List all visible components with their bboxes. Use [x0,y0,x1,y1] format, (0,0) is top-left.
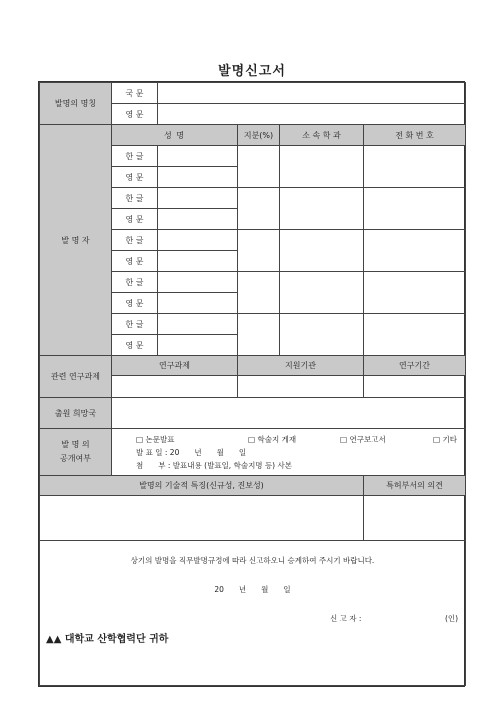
dept-header: 소 속 학 과 [280,125,364,146]
dept-opinion-header: 특허부서의 의견 [364,476,466,496]
inventor-english-field[interactable] [158,251,238,272]
hangul-label: 한 글 [112,272,158,293]
inventor-hangul-field[interactable] [158,188,238,209]
inventor-share-field[interactable] [238,188,280,230]
project-field[interactable] [112,376,238,398]
english-label: 영 문 [112,293,158,314]
hangul-label: 한 글 [112,188,158,209]
inventor-share-field[interactable] [238,146,280,188]
inventor-dept-field[interactable] [280,188,364,230]
korean-label: 국 문 [112,83,158,104]
inventor-dept-field[interactable] [280,230,364,272]
hangul-label: 한 글 [112,314,158,335]
agency-header: 지원기관 [238,356,364,376]
inventor-phone-field[interactable] [364,230,466,272]
inventor-share-field[interactable] [238,230,280,272]
filing-country-label: 출원 희망국 [40,398,112,429]
project-header: 연구과제 [112,356,238,376]
share-header: 지분(%) [238,125,280,146]
tech-features-header: 발명의 기술적 특징(신규성, 진보성) [40,476,364,496]
english-label: 영 문 [112,167,158,188]
phone-header: 전 화 번 호 [364,125,466,146]
korean-name-field[interactable] [158,83,466,104]
english-label: 영 문 [112,209,158,230]
name-header: 성 명 [112,125,238,146]
filing-country-field[interactable] [112,398,466,429]
other-option[interactable]: □ 기타 [433,434,457,444]
inventor-english-field[interactable] [158,335,238,356]
inventor-hangul-field[interactable] [158,272,238,293]
inventor-dept-field[interactable] [280,146,364,188]
related-project-label: 관련 연구과제 [40,356,112,398]
disclosure-date: 발 표 일 : 20 년 월 일 [136,447,247,457]
inventor-hangul-field[interactable] [158,146,238,167]
hangul-label: 한 글 [112,146,158,167]
agency-field[interactable] [238,376,364,398]
journal-option[interactable]: □ 학술지 게재 [248,434,297,444]
disclosure-attachment: 첨 부 : 발표내용 (발표일, 학술지명 등) 사본 [136,460,292,470]
invention-name-label: 발명의 명칭 [40,83,112,125]
inventor-share-field[interactable] [238,314,280,356]
inventor-phone-field[interactable] [364,314,466,356]
inventor-label: 발 명 자 [40,125,112,356]
inventor-phone-field[interactable] [364,188,466,230]
reporter-label: 신 고 자 : [330,614,362,623]
english-label: 영 문 [112,104,158,125]
dept-opinion-field[interactable] [364,496,466,541]
inventor-dept-field[interactable] [280,314,364,356]
period-header: 연구기간 [364,356,466,376]
declaration-area [40,541,466,686]
paper-option[interactable]: □ 논문발표 [136,434,175,444]
inventor-hangul-field[interactable] [158,314,238,335]
seal-mark: (인) [445,614,459,623]
disclosure-label: 발 명 의 공개여부 [40,429,112,476]
period-field[interactable] [364,376,466,398]
invention-report-form [38,81,465,687]
english-label: 영 문 [112,335,158,356]
english-name-field[interactable] [158,104,466,125]
document-title: 발명신고서 [218,64,286,79]
report-option[interactable]: □ 연구보고서 [340,434,386,444]
english-label: 영 문 [112,251,158,272]
inventor-english-field[interactable] [158,167,238,188]
inventor-phone-field[interactable] [364,272,466,314]
hangul-label: 한 글 [112,230,158,251]
inventor-share-field[interactable] [238,272,280,314]
declaration-date: 20 년 월 일 [214,585,291,594]
inventor-english-field[interactable] [158,293,238,314]
declaration-statement: 상기의 발명을 직무발명규정에 따라 신고하오니 승계하여 주시기 바랍니다. [130,556,375,565]
inventor-hangul-field[interactable] [158,230,238,251]
recipient: ▲▲ 대학교 산학협력단 귀하 [46,634,169,645]
inventor-english-field[interactable] [158,209,238,230]
inventor-dept-field[interactable] [280,272,364,314]
disclosure-field [112,429,466,476]
tech-features-field[interactable] [40,496,364,541]
inventor-phone-field[interactable] [364,146,466,188]
